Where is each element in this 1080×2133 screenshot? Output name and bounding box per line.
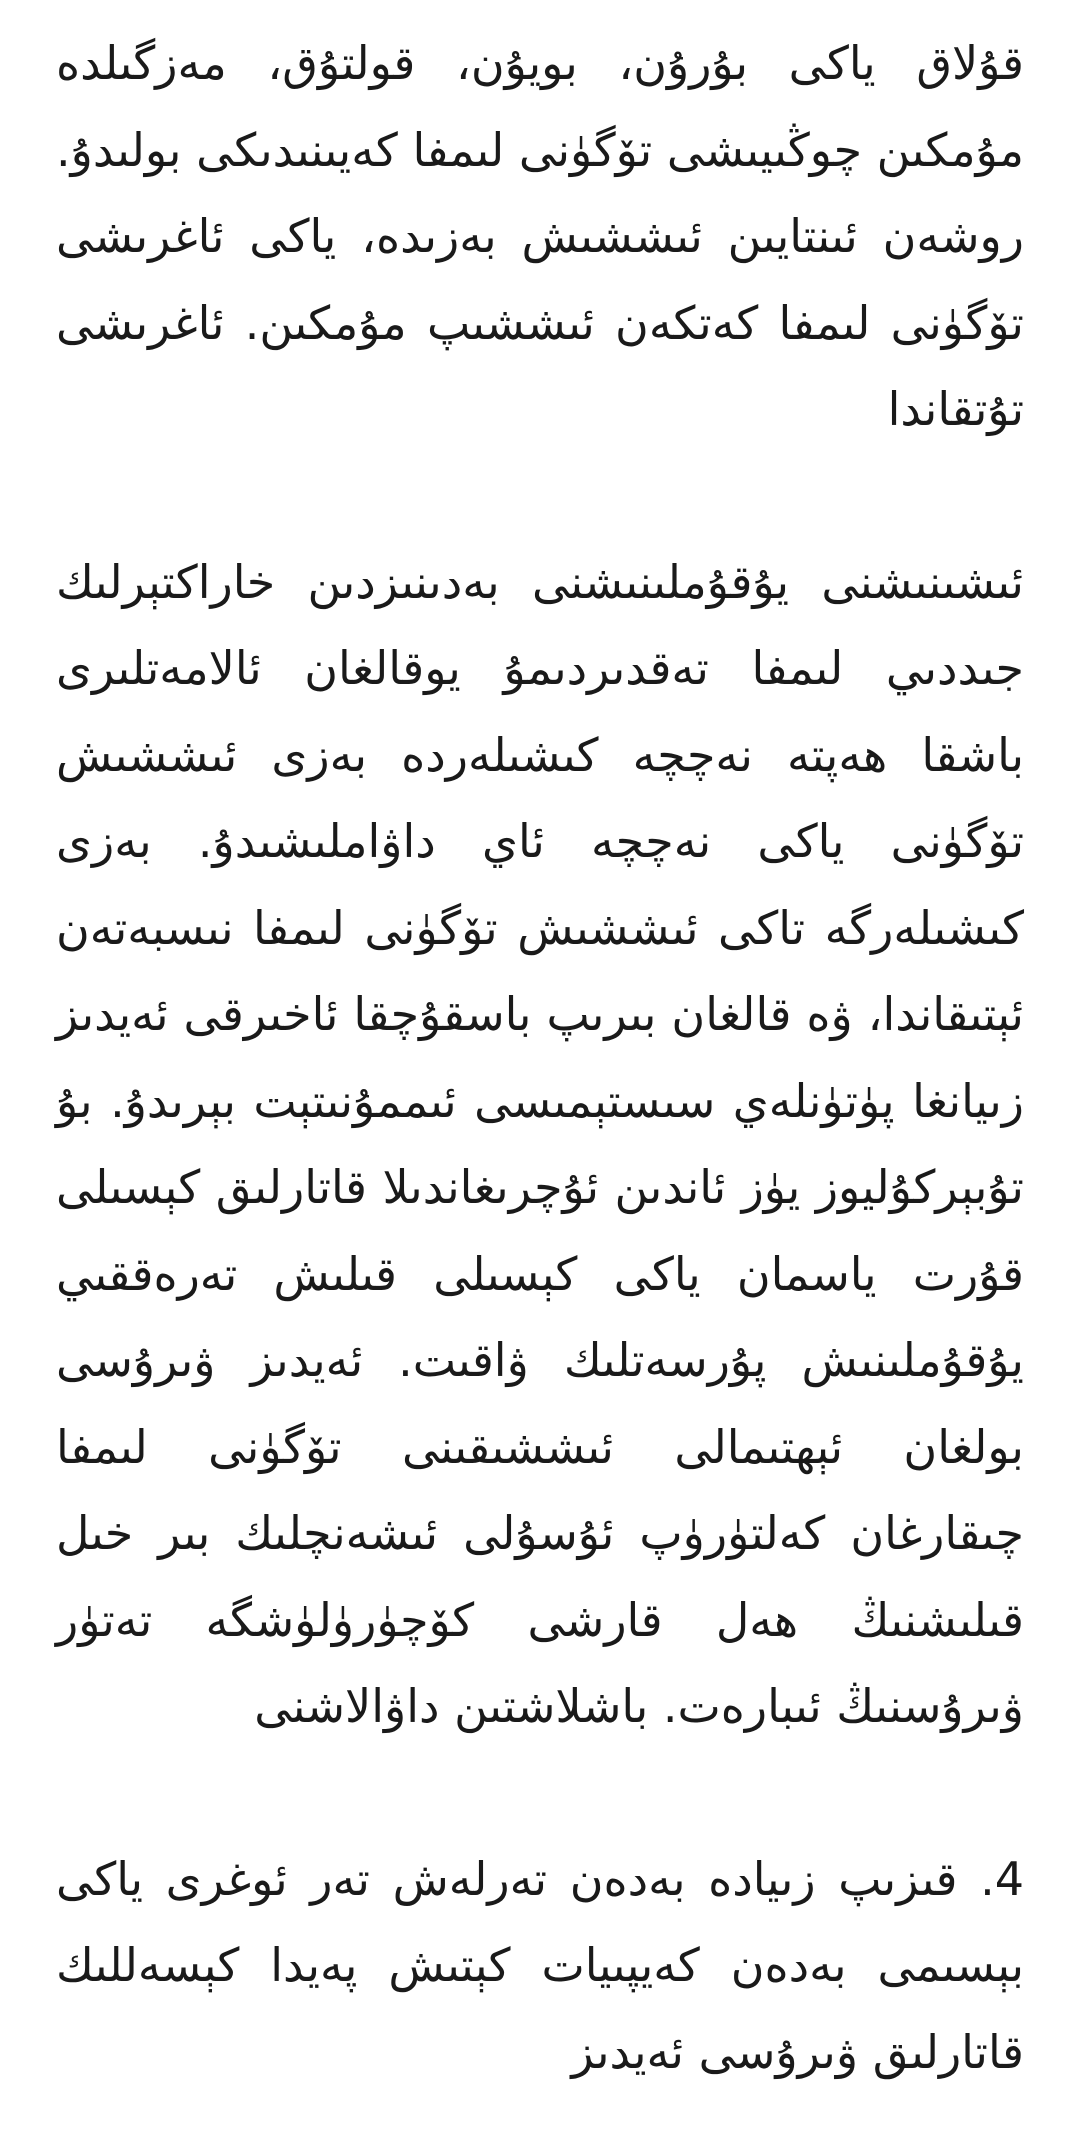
paragraph-item-4: 4. قىزىپ زىيادە بەدەن تەرلەش تەر ئوغرى ياكى بېسىمى بەدەن كەيپىيات كېتىش پەيدا كېسەللىك قاتارلىق ۋىرۇسى ئەيدىز [56,1851,1024,2079]
paragraph-acute-infection: ئىشىنىشنى يۇقۇملىنىشنى بەدىنىزدىن خاراكتېرلىك جىددىي لىمفا تەقدىردىمۇ يوقالغان ئالامەتلىرى باشقا ھەپتە نەچچە كىشىلەردە بەزى ئىششىش تۆگۈنى ياكى نەچچە ئاي داۋاملىشىدۇ. بەزى كىشىلەرگە تاكى ئىششىش تۆگۈنى لىمفا نىسبەتەن ئېتىقاندا، ۋە قالغان بىرىپ باسقۇچقا ئاخىرقى ئەيدىز زىيانغا پۈتۈنلەي سىستېمىسى ئىممۇنىتېت بېرىدۇ. بۇ تۇبېركۇليوز يۈز ئاندىن ئۇچرىغاندىلا قاتارلىق كېسىلى قۇرت ياسمان ياكى كېسىلى قىلىش تەرەققىي يۇقۇملىنىش پۇرسەتلىك ۋاقىت. ئەيدىز ۋىرۇسى بولغان ئېھتىمالى ئىششىقىنى تۆگۈنى لىمفا چىقارغان كەلتۈرۈپ ئۇسۇلى ئىشەنچلىك بىر خىل قىلىشنىڭ ھەل قارشى كۆچۈرۈلۈشگە تەتۈر ۋىرۇسنىڭ ئىبارەت. باشلاشتىن داۋالاشنى [56,554,1024,1733]
article-body [56,20,1024,2095]
paragraph-lymph-swelling: قۇلاق ياكى بۇرۇن، بويۇن، قولتۇق، مەزگىلدە مۇمكىن چوڭىيىشى تۆگۈنى لىمفا كەيىنىدىكى بولىدۇ. روشەن ئىنتايىن ئىششىش بەزىدە، ياكى ئاغرىشى تۆگۈنى لىمفا كەتكەن ئىششىپ مۇمكىن. ئاغرىشى تۇتقاندا [56,36,1024,436]
